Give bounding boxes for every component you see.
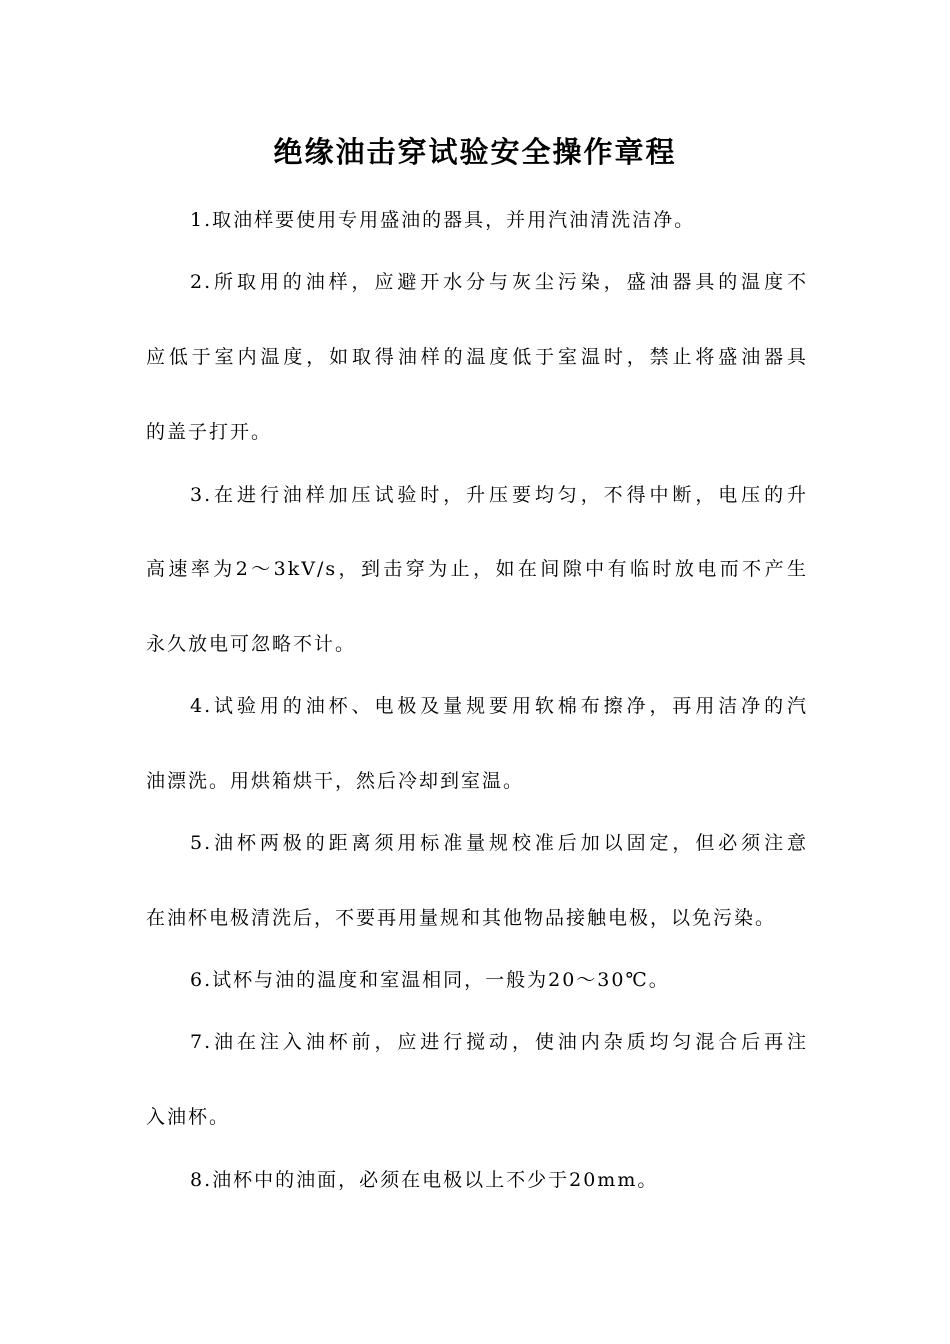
item-2-line-3: 的盖子打开。	[146, 421, 273, 443]
item-2-line-2: 应低于室内温度，如取得油样的温度低于室温时，禁止将盛油器具	[146, 346, 808, 368]
item-5-line-2: 在油杯电极清洗后，不要再用量规和其他物品接触电极，以免污染。	[146, 907, 777, 929]
document-title: 绝缘油击穿试验安全操作章程	[273, 135, 677, 169]
item-7-line-1: 7.油在注入油杯前，应进行搅动，使油内杂质均匀混合后再注	[190, 1031, 808, 1053]
item-3-line-2: 高速率为2～3kV/s，到击穿为止，如在间隙中有临时放电而不产生	[146, 558, 808, 580]
item-7-line-2: 入油杯。	[146, 1106, 231, 1128]
item-5-line-1: 5.油杯两极的距离须用标准量规校准后加以固定，但必须注意	[190, 832, 808, 854]
item-3-line-1: 3.在进行油样加压试验时，升压要均匀，不得中断，电压的升	[190, 484, 808, 506]
item-6-line-1: 6.试杯与油的温度和室温相同，一般为20～30℃。	[190, 969, 670, 991]
item-1-line-1: 1.取油样要使用专用盛油的器具，并用汽油清洗洁净。	[190, 209, 696, 231]
item-2-line-1: 2.所取用的油样，应避开水分与灰尘污染，盛油器具的温度不	[190, 271, 808, 293]
item-3-line-3: 永久放电可忽略不计。	[146, 633, 357, 655]
item-8-line-1: 8.油杯中的油面，必须在电极以上不少于20mm。	[190, 1169, 659, 1191]
item-4-line-2: 油漂洗。用烘箱烘干，然后冷却到室温。	[146, 770, 525, 792]
item-4-line-1: 4.试验用的油杯、电极及量规要用软棉布擦净，再用洁净的汽	[190, 695, 808, 717]
